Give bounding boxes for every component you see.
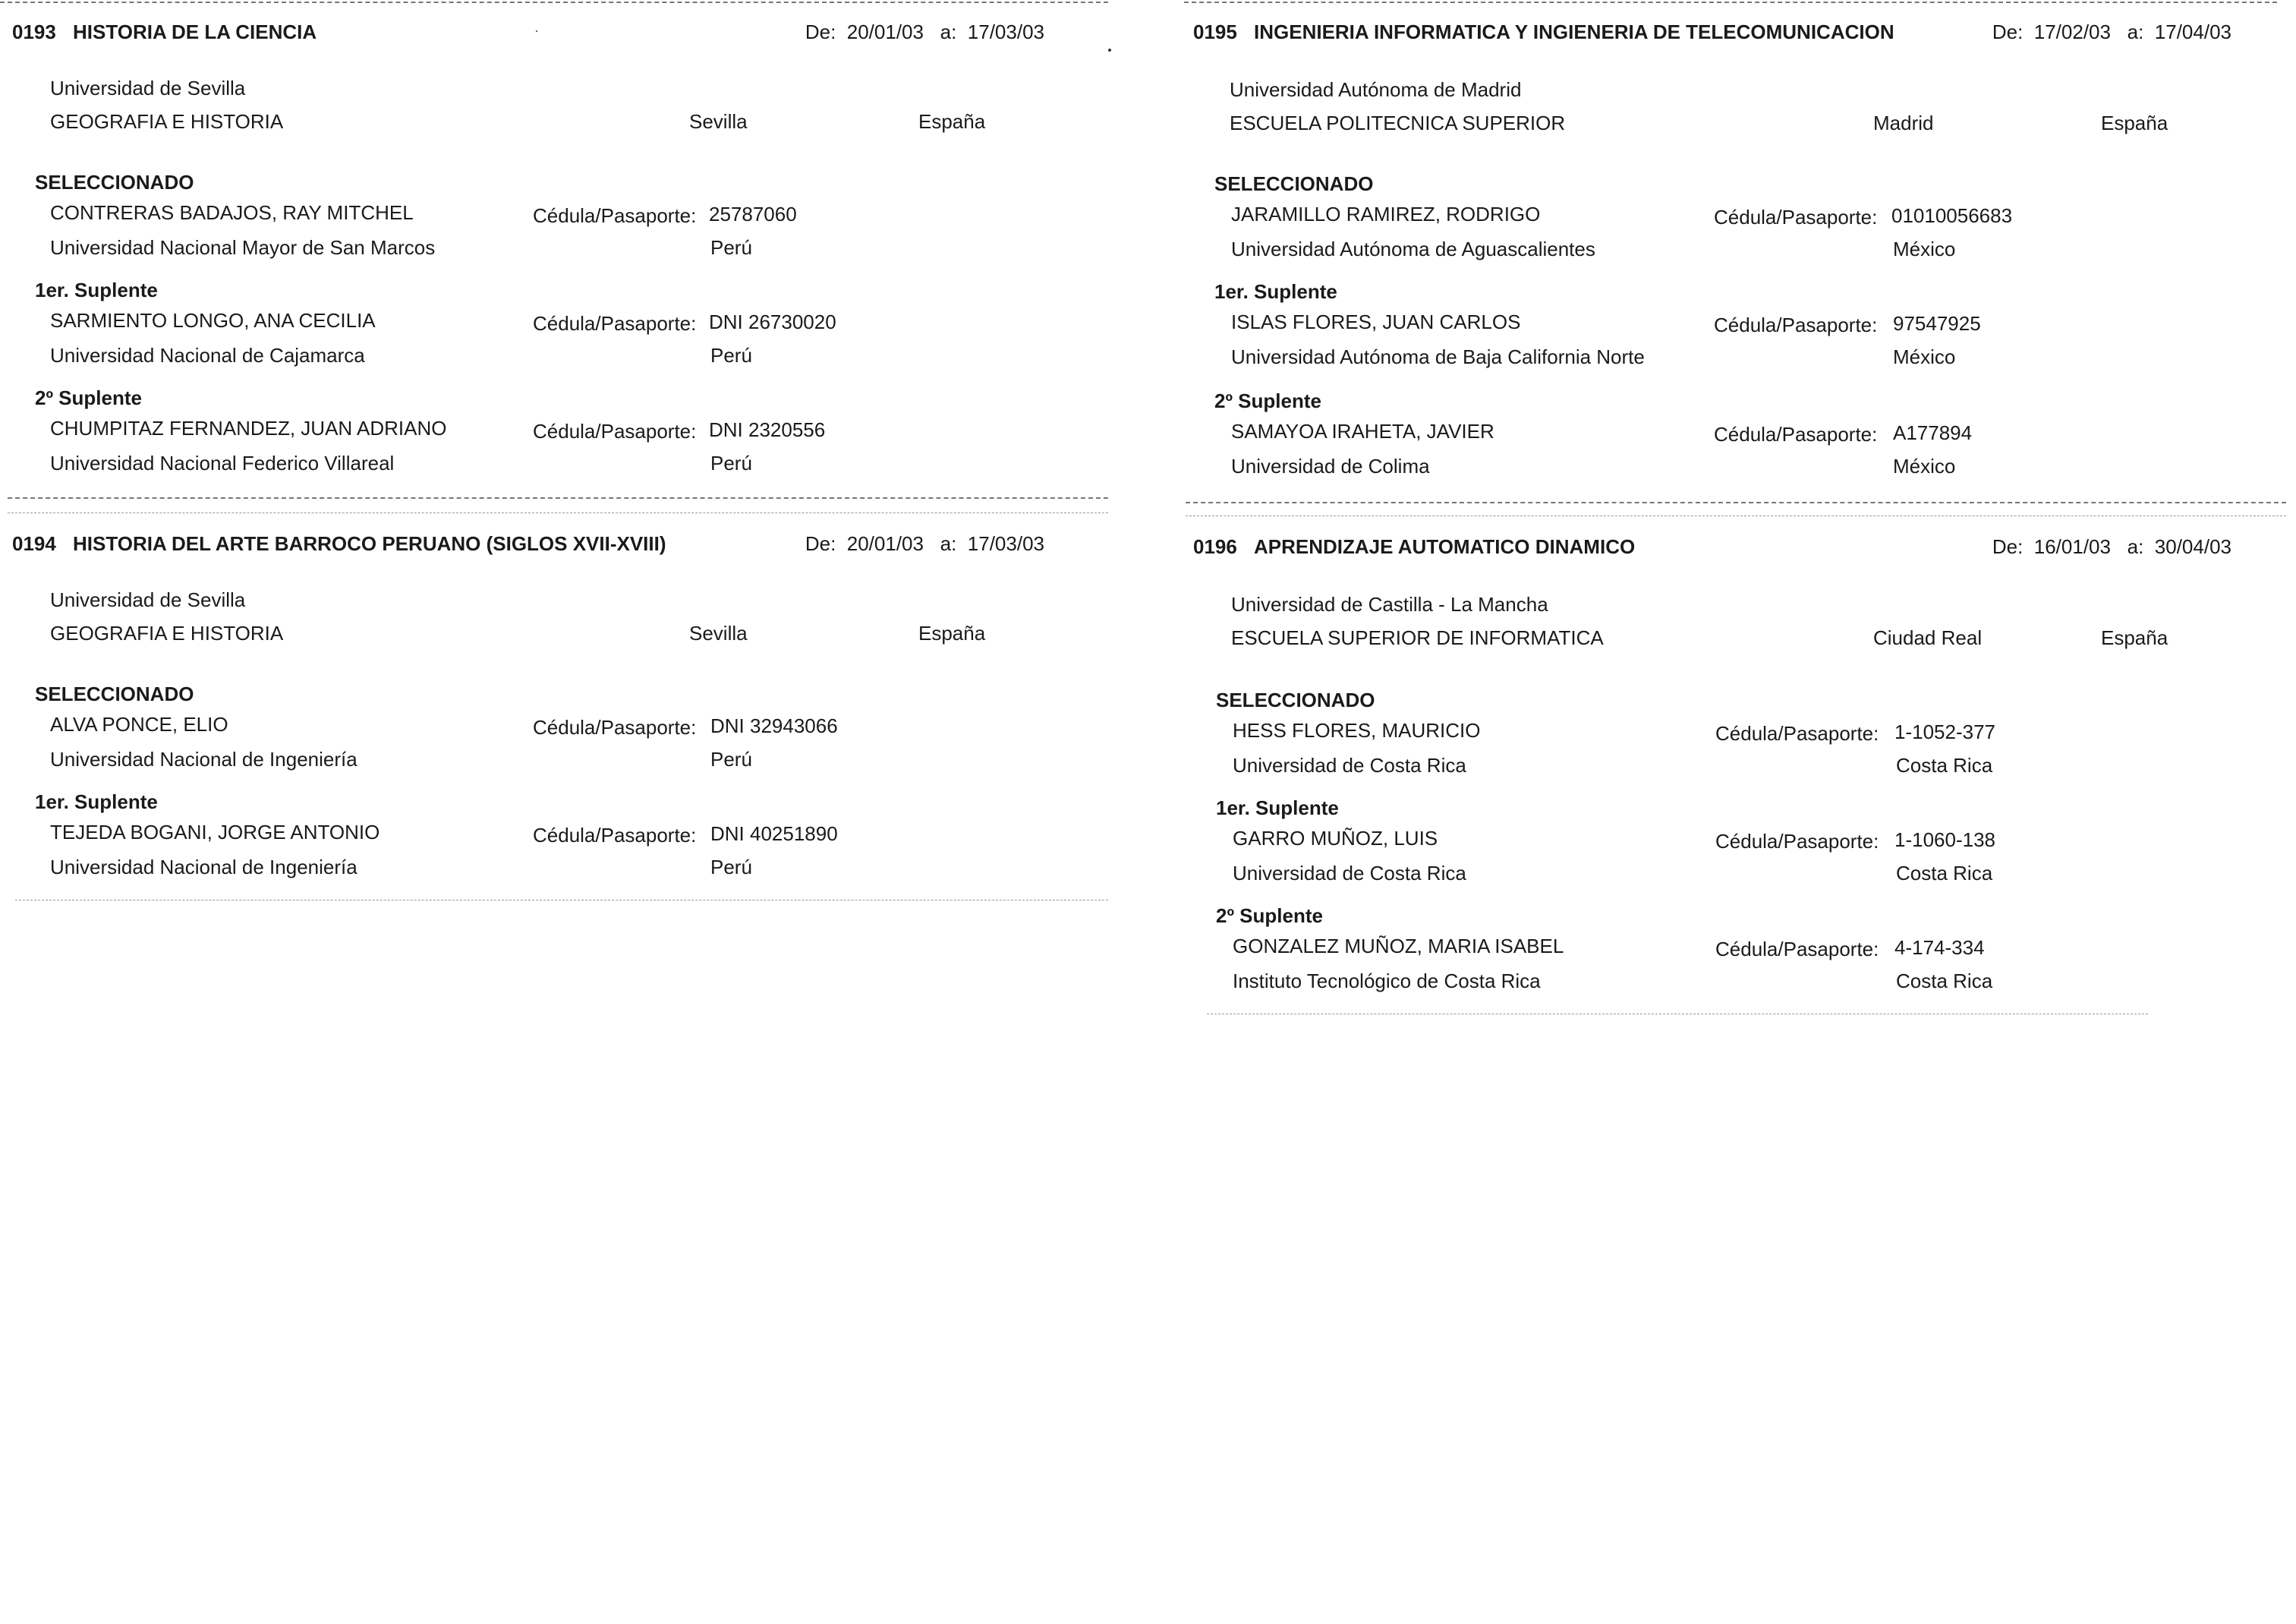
candidate-name: ALVA PONCE, ELIO	[50, 713, 228, 736]
host-country: España	[2101, 112, 2168, 134]
candidate-university: Universidad Nacional de Ingeniería	[50, 748, 357, 771]
id-label: Cédula/Pasaporte:	[1715, 830, 1879, 853]
alternate-1-label: 1er. Suplente	[35, 790, 158, 813]
selected-label: SELECCIONADO	[35, 683, 194, 705]
candidate-university: Universidad Autónoma de Baja California Norte	[1231, 345, 1645, 368]
alternate-1-label: 1er. Suplente	[35, 279, 158, 301]
course-block-0193	[12, 15, 1044, 475]
to-label: a:	[940, 532, 957, 555]
id-label: Cédula/Pasaporte:	[533, 824, 697, 847]
candidate-name: CONTRERAS BADAJOS, RAY MITCHEL	[50, 201, 414, 224]
host-university: Universidad de Sevilla	[50, 588, 246, 611]
host-faculty: ESCUELA SUPERIOR DE INFORMATICA	[1231, 626, 1604, 649]
candidate-country: México	[1893, 238, 1956, 260]
candidate-id: 4-174-334	[1894, 936, 1985, 959]
id-label: Cédula/Pasaporte:	[1715, 722, 1879, 745]
candidate-name: JARAMILLO RAMIREZ, RODRIGO	[1231, 203, 1541, 225]
candidate-country: Perú	[710, 452, 752, 475]
from-label: De:	[1992, 20, 2024, 43]
candidate-name: SARMIENTO LONGO, ANA CECILIA	[50, 309, 376, 332]
to-label: a:	[2127, 535, 2144, 558]
candidate-id: DNI 32943066	[710, 714, 838, 737]
from-date: 17/02/03	[2033, 20, 2111, 43]
course-dates	[1992, 15, 2231, 49]
selected-label: SELECCIONADO	[35, 171, 194, 194]
course-header	[1193, 530, 2231, 563]
candidate-name: GARRO MUÑOZ, LUIS	[1233, 827, 1438, 850]
candidate-university: Universidad de Costa Rica	[1233, 862, 1466, 885]
separator-rule	[1186, 502, 2286, 503]
candidate-id: 97547925	[1893, 312, 1981, 335]
course-block-0195	[1193, 15, 2231, 478]
candidate-university: Universidad Nacional de Cajamarca	[50, 344, 365, 367]
top-rule-left	[0, 2, 1108, 3]
host-faculty: GEOGRAFIA E HISTORIA	[50, 110, 284, 133]
host-city: Madrid	[1873, 112, 1934, 134]
course-title: APRENDIZAJE AUTOMATICO DINAMICO	[1254, 535, 1636, 558]
candidate-country: Perú	[710, 748, 752, 771]
candidate-name: CHUMPITAZ FERNANDEZ, JUAN ADRIANO	[50, 417, 447, 440]
from-label: De:	[805, 20, 836, 43]
course-title: HISTORIA DE LA CIENCIA	[73, 20, 317, 43]
id-label: Cédula/Pasaporte:	[533, 420, 697, 443]
course-header	[12, 527, 1044, 560]
host-university: Universidad de Castilla - La Mancha	[1231, 593, 1548, 616]
from-label: De:	[805, 532, 836, 555]
course-title: INGENIERIA INFORMATICA Y INGIENERIA DE TELECOMUNICACION	[1254, 20, 1894, 43]
separator-rule	[8, 497, 1108, 499]
from-date: 20/01/03	[846, 532, 924, 555]
host-country: España	[918, 110, 986, 133]
id-label: Cédula/Pasaporte:	[1714, 423, 1878, 446]
course-code: 0194	[12, 532, 56, 555]
course-header	[12, 15, 1044, 49]
course-code: 0195	[1193, 20, 1237, 43]
to-date: 17/03/03	[967, 20, 1044, 43]
alternate-1-label: 1er. Suplente	[1216, 796, 1339, 819]
course-block-0196	[1193, 530, 2231, 1001]
candidate-country: Perú	[710, 856, 752, 878]
host-faculty: ESCUELA POLITECNICA SUPERIOR	[1230, 112, 1566, 134]
to-date: 17/03/03	[967, 532, 1044, 555]
course-title: HISTORIA DEL ARTE BARROCO PERUANO (SIGLOS XVII-XVIII)	[73, 532, 666, 555]
host-university: Universidad Autónoma de Madrid	[1230, 78, 1522, 101]
candidate-university: Universidad Nacional Mayor de San Marcos	[50, 236, 436, 259]
alternate-2-label: 2º Suplente	[1214, 389, 1321, 412]
candidate-country: Perú	[710, 236, 752, 259]
candidate-university: Universidad Nacional Federico Villareal	[50, 452, 395, 475]
candidate-country: Costa Rica	[1896, 970, 1993, 992]
to-label: a:	[2127, 20, 2144, 43]
candidate-id: 01010056683	[1891, 204, 2013, 227]
host-city: Ciudad Real	[1873, 626, 1983, 649]
candidate-id: DNI 40251890	[710, 822, 838, 845]
host-faculty: GEOGRAFIA E HISTORIA	[50, 622, 284, 645]
candidate-university: Universidad Nacional de Ingeniería	[50, 856, 357, 878]
id-label: Cédula/Pasaporte:	[1715, 938, 1879, 960]
candidate-name: ISLAS FLORES, JUAN CARLOS	[1231, 311, 1521, 333]
candidate-university: Universidad de Costa Rica	[1233, 754, 1466, 777]
candidate-id: A177894	[1893, 421, 1973, 444]
candidate-country: México	[1893, 345, 1956, 368]
candidate-id: 1-1052-377	[1894, 721, 1995, 743]
candidate-university: Universidad Autónoma de Aguascalientes	[1231, 238, 1595, 260]
separator-rule	[8, 512, 1108, 513]
candidate-name: GONZALEZ MUÑOZ, MARIA ISABEL	[1233, 935, 1564, 957]
id-label: Cédula/Pasaporte:	[1714, 206, 1878, 229]
alternate-2-label: 2º Suplente	[1216, 904, 1323, 927]
candidate-country: México	[1893, 455, 1956, 478]
top-rule-right	[1184, 2, 2277, 3]
host-country: España	[2101, 626, 2168, 649]
alternate-2-label: 2º Suplente	[35, 386, 142, 409]
candidate-university: Instituto Tecnológico de Costa Rica	[1233, 970, 1541, 992]
to-date: 17/04/03	[2154, 20, 2231, 43]
host-city: Sevilla	[689, 622, 748, 645]
candidate-name: SAMAYOA IRAHETA, JAVIER	[1231, 420, 1494, 443]
course-block-0194	[12, 527, 1044, 891]
host-country: España	[918, 622, 986, 645]
candidate-name: TEJEDA BOGANI, JORGE ANTONIO	[50, 821, 380, 844]
course-dates	[805, 527, 1044, 560]
id-label: Cédula/Pasaporte:	[533, 716, 697, 739]
alternate-1-label: 1er. Suplente	[1214, 280, 1337, 303]
candidate-id: DNI 26730020	[709, 311, 836, 333]
candidate-id: 25787060	[709, 203, 797, 225]
candidate-id: 1-1060-138	[1894, 828, 1995, 851]
candidate-country: Perú	[710, 344, 752, 367]
to-date: 30/04/03	[2154, 535, 2231, 558]
id-label: Cédula/Pasaporte:	[533, 204, 697, 227]
candidate-country: Costa Rica	[1896, 754, 1993, 777]
scan-speck	[536, 30, 537, 32]
from-label: De:	[1992, 535, 2024, 558]
course-dates	[1992, 530, 2231, 563]
id-label: Cédula/Pasaporte:	[1714, 314, 1878, 336]
scan-speck	[1108, 49, 1111, 52]
to-label: a:	[940, 20, 957, 43]
candidate-name: HESS FLORES, MAURICIO	[1233, 719, 1481, 742]
host-university: Universidad de Sevilla	[50, 77, 246, 99]
course-dates	[805, 15, 1044, 49]
course-code: 0193	[12, 20, 56, 43]
selected-label: SELECCIONADO	[1216, 689, 1375, 711]
candidate-country: Costa Rica	[1896, 862, 1993, 885]
course-code: 0196	[1193, 535, 1237, 558]
from-date: 20/01/03	[846, 20, 924, 43]
host-city: Sevilla	[689, 110, 748, 133]
id-label: Cédula/Pasaporte:	[533, 312, 697, 335]
course-header	[1193, 15, 2231, 49]
selected-label: SELECCIONADO	[1214, 172, 1374, 195]
candidate-university: Universidad de Colima	[1231, 455, 1430, 478]
from-date: 16/01/03	[2033, 535, 2111, 558]
candidate-id: DNI 2320556	[709, 418, 826, 441]
